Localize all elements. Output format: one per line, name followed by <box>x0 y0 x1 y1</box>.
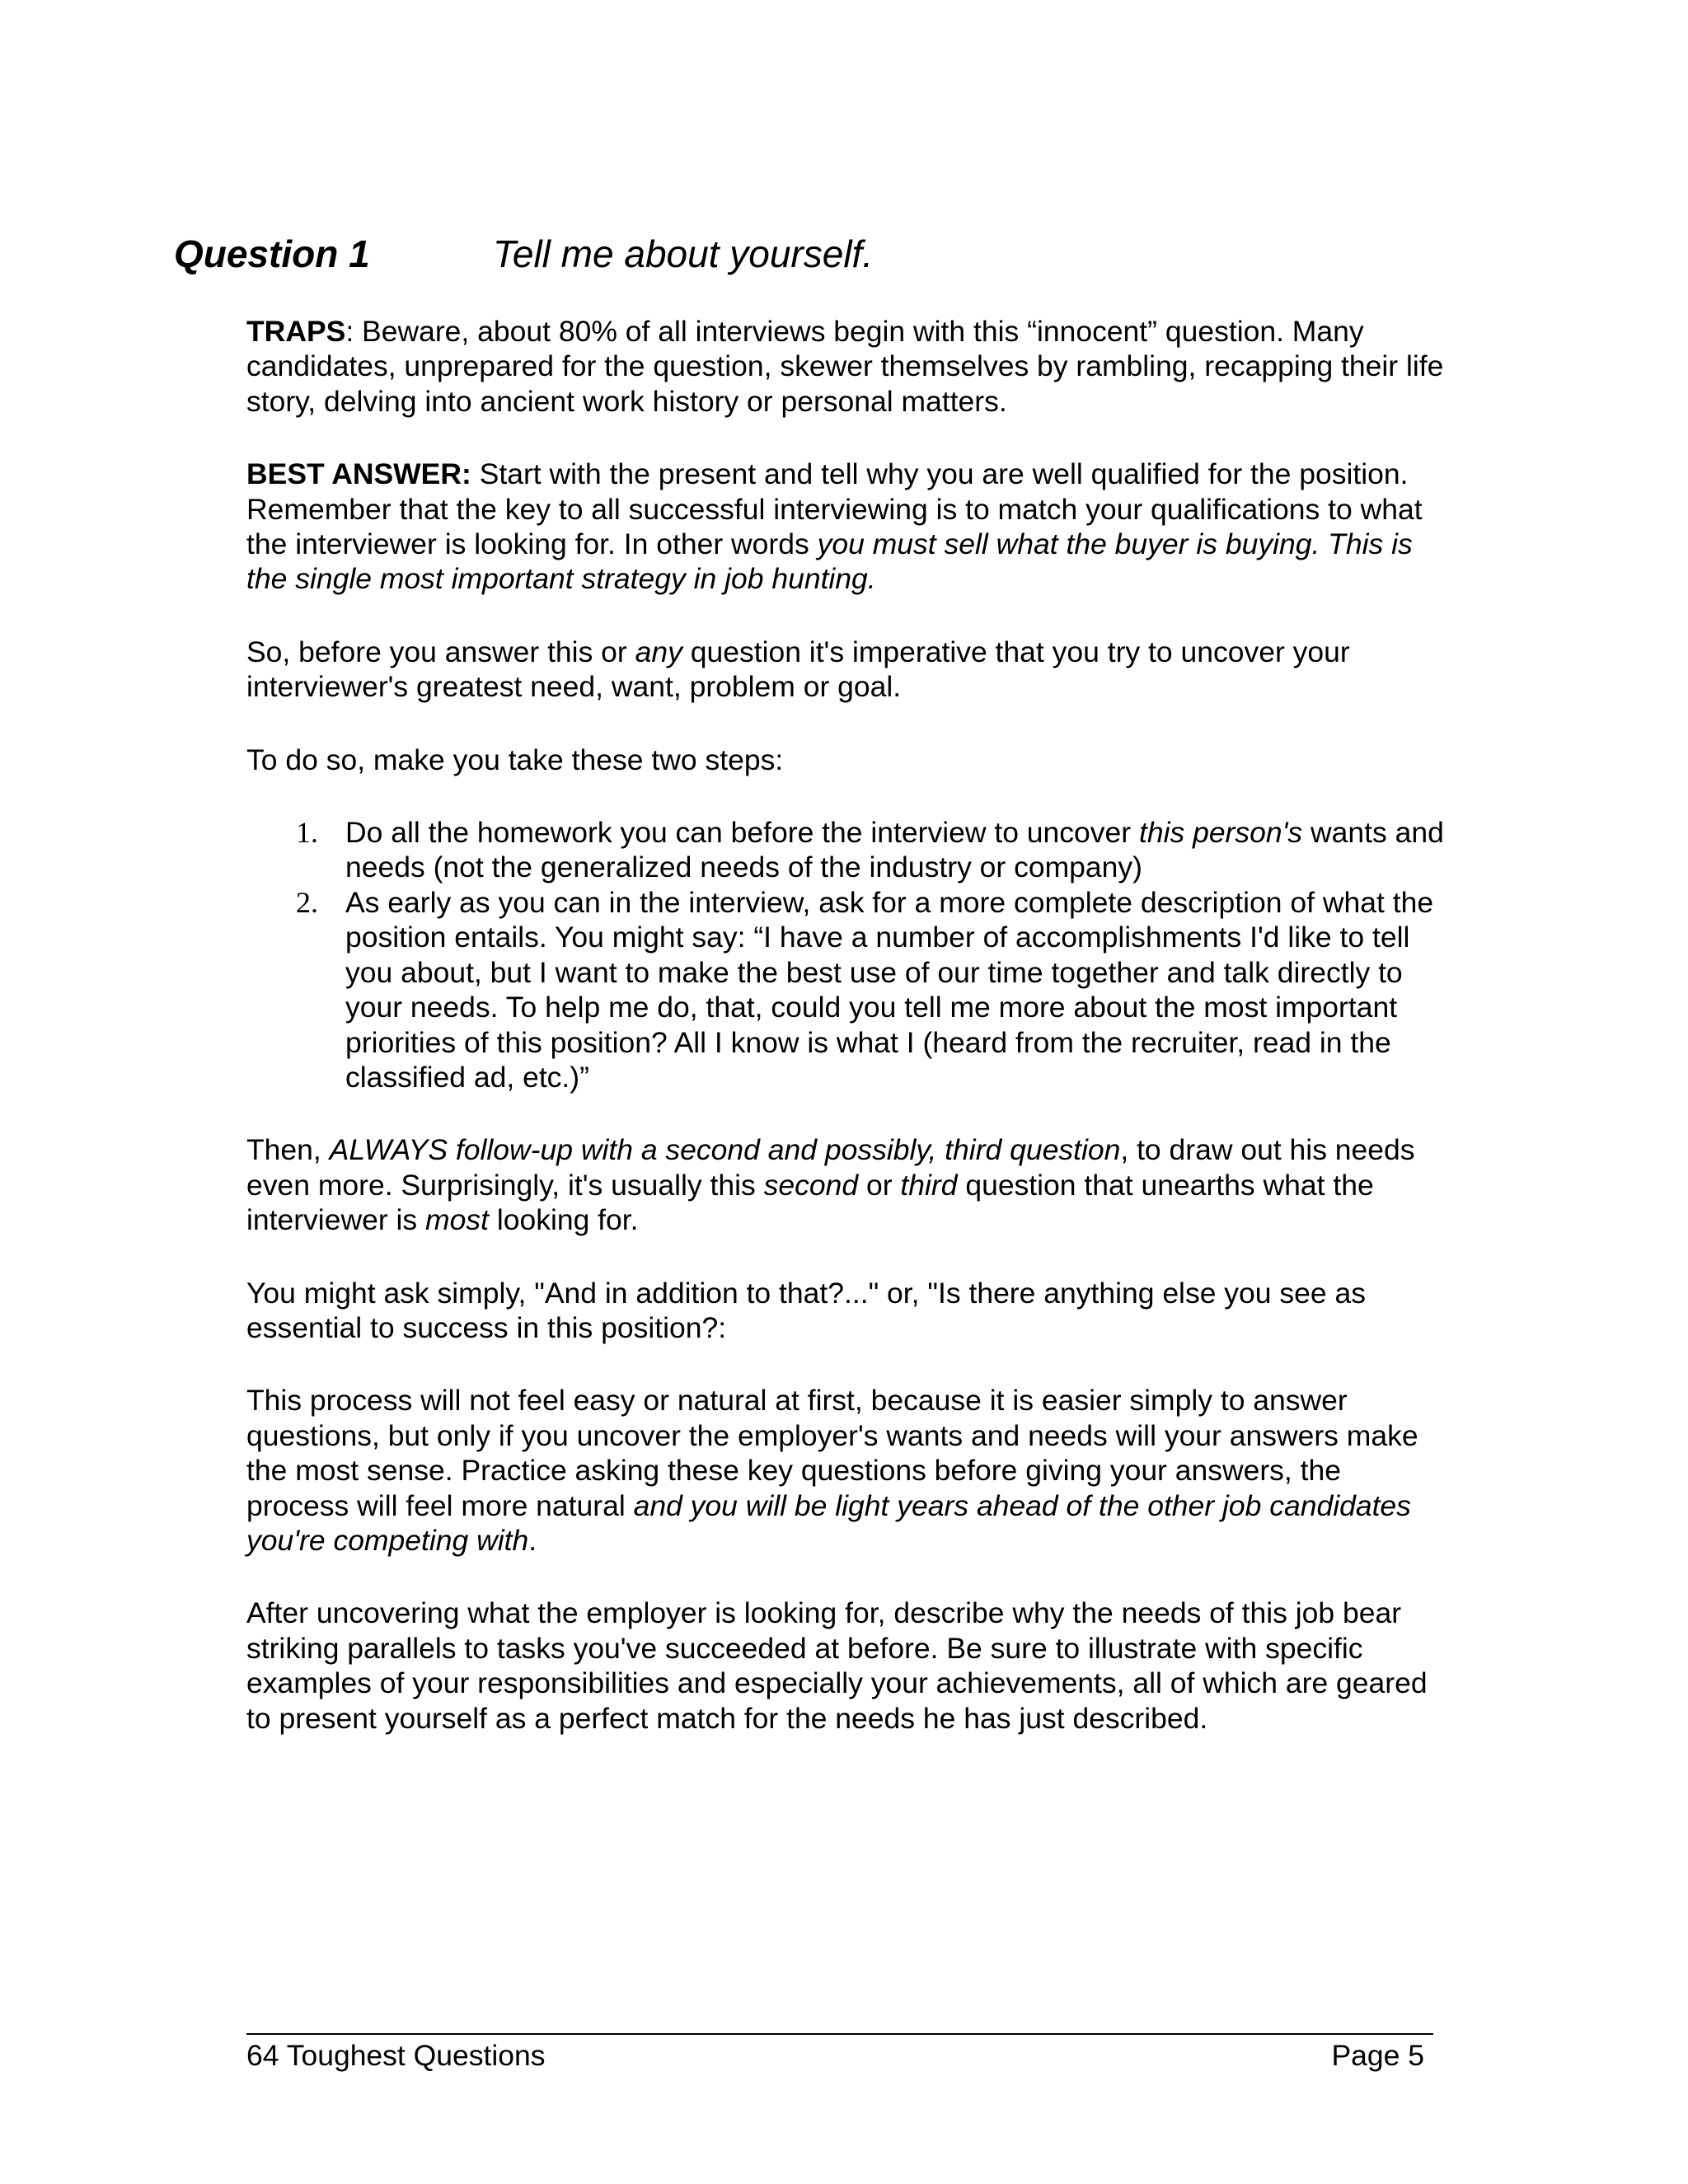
text-run: . <box>528 1523 537 1557</box>
page-number: Page 5 <box>1331 2039 1424 2072</box>
before-answer-paragraph <box>246 635 1450 705</box>
best-answer-paragraph <box>246 457 1450 597</box>
text-run: wants and needs (not the generalized needs of the industry or company) <box>345 816 1444 884</box>
traps-text: : Beware, about 80% of all interviews begin with this “innocent” question. Many candidates, unprepared for the question, skewer themselves by rambling, recapping their life story, delving into ancient work history or personal matters. <box>246 315 1444 418</box>
steps-intro-paragraph: To do so, make you take these two steps: <box>246 743 784 776</box>
text-run: question it's imperative that you try to uncover your interviewer's greatest need, want, problem or goal. <box>246 635 1350 704</box>
question-number: Question 1 <box>174 232 370 275</box>
emphasis-this-person: this person's <box>1138 816 1303 850</box>
emphasis-any: any <box>635 635 682 668</box>
emphasis-second: second <box>763 1168 859 1202</box>
text-run: or <box>858 1168 901 1202</box>
text-run: Do all the homework you can before the interview to uncover <box>345 816 1139 850</box>
text-run: So, before you answer this or <box>246 635 635 668</box>
footer-title: 64 Toughest Questions <box>246 2039 546 2072</box>
list-number: 2. <box>296 885 318 919</box>
best-answer-emphasis: you must sell what the buyer is buying. This is the single most important strategy in job hunting. <box>246 527 1413 596</box>
text-run: Then, <box>246 1133 330 1167</box>
emphasis-light-years: and you will be light years ahead of the other job candidates you're competing with <box>246 1488 1411 1557</box>
text-run: looking for. <box>488 1203 639 1237</box>
emphasis-always: ALWAYS follow-up with a second and possibly, third question <box>329 1133 1121 1167</box>
emphasis-most: most <box>425 1203 489 1237</box>
list-item <box>246 885 1450 1094</box>
traps-paragraph <box>246 314 1450 419</box>
text-run: , to draw out his needs even more. Surprisingly, it's usually this <box>246 1133 1415 1202</box>
text-run: question that unearths what the interviewer is <box>246 1168 1374 1237</box>
best-answer-text: Start with the present and tell why you are well qualified for the position. Remember that the key to all successful interviewing is to match your qualifications to what the interviewer is looking for. In other words <box>246 457 1423 561</box>
list-item <box>246 815 1450 885</box>
text-run: As early as you can in the interview, ask for a more complete description of what the position entails. You might say: “I have a number of accomplishments I'd like to tell you about, but I want to make the best use of our time together and talk directly to your needs. To help me do, that, could you tell me more about the most important priorities of this position? All I know is what I (heard from the recruiter, read in the classified ad, etc.)” <box>345 885 1434 1094</box>
list-number: 1. <box>296 816 318 850</box>
footer-divider <box>246 2033 1433 2035</box>
ask-paragraph: You might ask simply, "And in addition to that?..." or, "Is there anything else you see as essential to success in this position?: <box>246 1276 1366 1344</box>
emphasis-third: third <box>900 1168 958 1202</box>
question-heading <box>174 229 873 279</box>
best-answer-label: BEST ANSWER: <box>246 457 471 491</box>
text-run: This process will not feel easy or natural at first, because it is easier simply to answer questions, but only if you uncover the employer's wants and needs will your answers make the most sense. Practice asking these key questions before giving your answers, the process will feel more natural <box>246 1384 1418 1522</box>
steps-list <box>246 815 1450 1094</box>
question-title: Tell me about yourself. <box>493 232 874 275</box>
traps-label: TRAPS <box>246 315 346 348</box>
answer-content <box>246 314 1450 1774</box>
process-paragraph <box>246 1383 1450 1558</box>
after-paragraph: After uncovering what the employer is looking for, describe why the needs of this job bear striking parallels to tasks you've succeeded at before. Be sure to illustrate with specific examples of your responsibilities and especially your achievements, all of which are geared to present yourself as a perfect match for the needs he has just described. <box>246 1596 1428 1735</box>
follow-up-paragraph <box>246 1132 1450 1237</box>
